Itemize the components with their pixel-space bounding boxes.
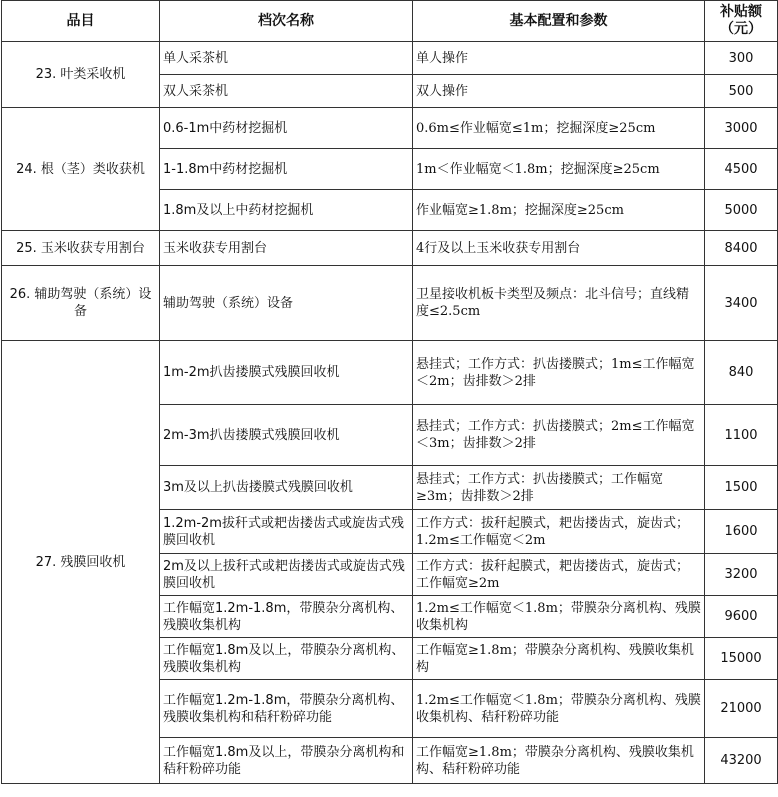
amount-cell: 4500: [705, 149, 778, 190]
grade-cell: 工作幅宽1.8m及以上，带膜杂分离机构、残膜收集机构: [160, 638, 413, 680]
spec-cell: 作业幅宽≥1.8m；挖掘深度≥25cm: [413, 190, 705, 231]
amount-cell: 1100: [705, 405, 778, 466]
header-subsidy: 补贴额（元）: [705, 1, 778, 42]
amount-cell: 3200: [705, 554, 778, 596]
amount-cell: 3000: [705, 108, 778, 149]
spec-cell: 悬挂式；工作方式：扒齿搂膜式；1m≤工作幅宽＜2m；齿排数＞2排: [413, 341, 705, 405]
amount-cell: 15000: [705, 638, 778, 680]
category-cell: 27. 残膜回收机: [2, 341, 160, 784]
spec-cell: 工作方式：拔秆起膜式，耙齿搂齿式，旋齿式；1.2m≤工作幅宽＜2m: [413, 510, 705, 554]
grade-cell: 工作幅宽1.2m-1.8m，带膜杂分离机构、残膜收集机构和秸秆粉碎功能: [160, 680, 413, 738]
amount-cell: 5000: [705, 190, 778, 231]
spec-cell: 卫星接收机板卡类型及频点：北斗信号；直线精度≤2.5cm: [413, 266, 705, 341]
spec-cell: 工作方式：拔秆起膜式，耙齿搂齿式，旋齿式；工作幅宽≥2m: [413, 554, 705, 596]
grade-cell: 辅助驾驶（系统）设备: [160, 266, 413, 341]
table-row: [2, 42, 778, 75]
grade-cell: 玉米收获专用割台: [160, 231, 413, 266]
amount-cell: 9600: [705, 596, 778, 638]
grade-cell: 双人采茶机: [160, 75, 413, 108]
grade-cell: 工作幅宽1.2m-1.8m，带膜杂分离机构、残膜收集机构: [160, 596, 413, 638]
header-row: [2, 1, 778, 42]
spec-cell: 悬挂式；工作方式：扒齿搂膜式；2m≤工作幅宽＜3m；齿排数＞2排: [413, 405, 705, 466]
amount-cell: 3400: [705, 266, 778, 341]
grade-cell: 1.2m-2m拔秆式或耙齿搂齿式或旋齿式残膜回收机: [160, 510, 413, 554]
category-cell: 24. 根（茎）类收获机: [2, 108, 160, 231]
grade-cell: 3m及以上扒齿搂膜式残膜回收机: [160, 466, 413, 510]
spec-cell: 工作幅宽≥1.8m；带膜杂分离机构、残膜收集机构: [413, 638, 705, 680]
spec-cell: 1.2m≤工作幅宽＜1.8m；带膜杂分离机构、残膜收集机构、秸秆粉碎功能: [413, 680, 705, 738]
amount-cell: 1500: [705, 466, 778, 510]
grade-cell: 单人采茶机: [160, 42, 413, 75]
header-grade: 档次名称: [160, 1, 413, 42]
grade-cell: 1-1.8m中药材挖掘机: [160, 149, 413, 190]
category-cell: 23. 叶类采收机: [2, 42, 160, 108]
grade-cell: 1m-2m扒齿搂膜式残膜回收机: [160, 341, 413, 405]
header-spec: 基本配置和参数: [413, 1, 705, 42]
amount-cell: 1600: [705, 510, 778, 554]
amount-cell: 21000: [705, 680, 778, 738]
amount-cell: 8400: [705, 231, 778, 266]
spec-cell: 1m＜作业幅宽＜1.8m；挖掘深度≥25cm: [413, 149, 705, 190]
table-row: [2, 341, 778, 405]
grade-cell: 2m-3m扒齿搂膜式残膜回收机: [160, 405, 413, 466]
grade-cell: 2m及以上拔秆式或耙齿搂齿式或旋齿式残膜回收机: [160, 554, 413, 596]
amount-cell: 840: [705, 341, 778, 405]
spec-cell: 1.2m≤工作幅宽＜1.8m；带膜杂分离机构、残膜收集机构: [413, 596, 705, 638]
spec-cell: 4行及以上玉米收获专用割台: [413, 231, 705, 266]
spec-cell: 单人操作: [413, 42, 705, 75]
amount-cell: 43200: [705, 738, 778, 784]
category-cell: 26. 辅助驾驶（系统）设备: [2, 266, 160, 341]
grade-cell: 0.6-1m中药材挖掘机: [160, 108, 413, 149]
table-row: [2, 266, 778, 341]
spec-cell: 0.6m≤作业幅宽≤1m；挖掘深度≥25cm: [413, 108, 705, 149]
grade-cell: 工作幅宽1.8m及以上，带膜杂分离机构和秸秆粉碎功能: [160, 738, 413, 784]
header-category: 品目: [2, 1, 160, 42]
table-row: [2, 231, 778, 266]
table-row: [2, 108, 778, 149]
amount-cell: 300: [705, 42, 778, 75]
amount-cell: 500: [705, 75, 778, 108]
spec-cell: 工作幅宽≥1.8m；带膜杂分离机构、残膜收集机构、秸秆粉碎功能: [413, 738, 705, 784]
category-cell: 25. 玉米收获专用割台: [2, 231, 160, 266]
grade-cell: 1.8m及以上中药材挖掘机: [160, 190, 413, 231]
subsidy-table: [1, 0, 778, 784]
spec-cell: 悬挂式；工作方式：扒齿搂膜式；工作幅宽≥3m；齿排数＞2排: [413, 466, 705, 510]
spec-cell: 双人操作: [413, 75, 705, 108]
